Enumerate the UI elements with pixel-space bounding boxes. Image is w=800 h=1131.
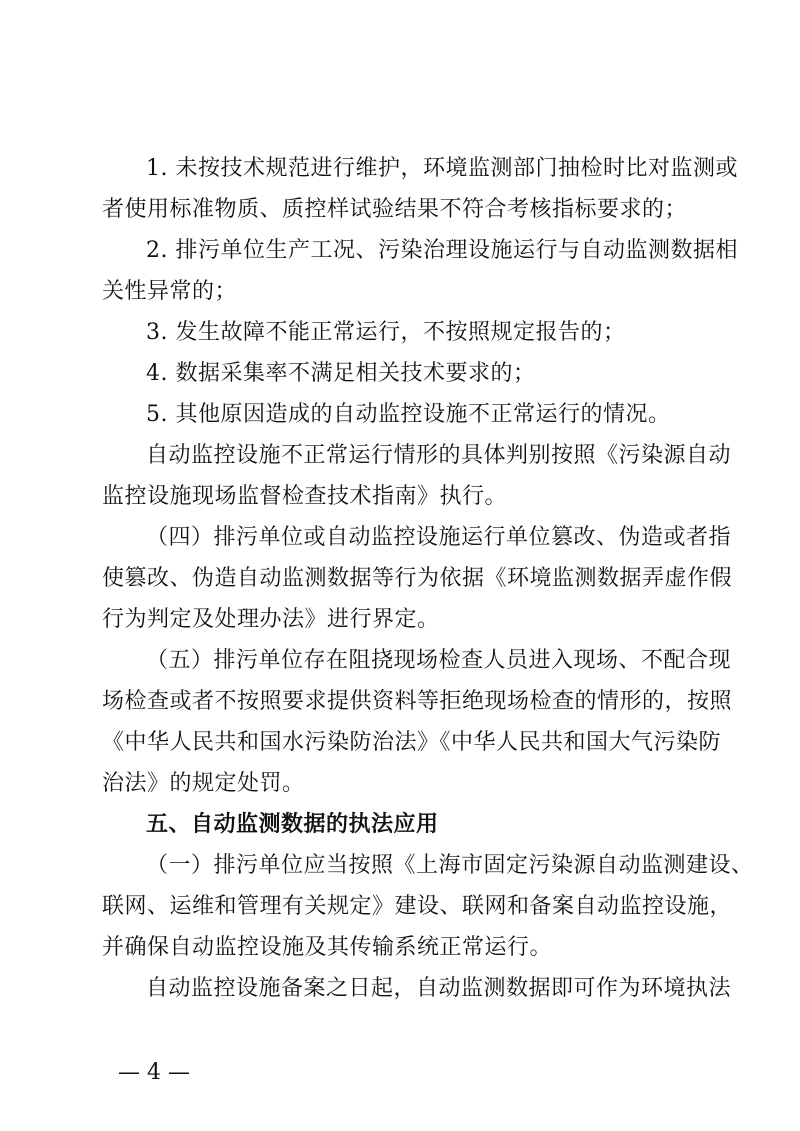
- section-heading: 五、自动监测数据的执法应用: [146, 812, 439, 837]
- paragraph-line: 2. 排污单位生产工况、污染治理设施运行与自动监测数据相: [146, 238, 738, 263]
- paragraph-line: 场检查或者不按照要求提供资料等拒绝现场检查的情形的，按照: [102, 689, 733, 714]
- page-number: — 4 —: [118, 1060, 190, 1085]
- paragraph-line: 《中华人民共和国水污染防治法》《中华人民共和国大气污染防: [102, 730, 722, 755]
- paragraph-line: 1. 未按技术规范进行维护，环境监测部门抽检时比对监测或: [146, 156, 738, 181]
- paragraph-line: 5. 其他原因造成的自动监控设施不正常运行的情况。: [146, 402, 671, 427]
- paragraph-line: （四）排污单位或自动监控设施运行单位篡改、伪造或者指: [146, 525, 732, 550]
- paragraph-line: 自动监控设施备案之日起，自动监测数据即可作为环境执法: [146, 976, 732, 1001]
- paragraph-line: 自动监控设施不正常运行情形的具体判别按照《污染源自动: [146, 443, 732, 468]
- paragraph-line: 治法》的规定处罚。: [102, 771, 305, 796]
- paragraph-line: （五）排污单位存在阻挠现场检查人员进入现场、不配合现: [146, 648, 732, 673]
- paragraph-line: 联网、运维和管理有关规定》建设、联网和备案自动监控设施，: [102, 894, 733, 919]
- paragraph-line: （一）排污单位应当按照《上海市固定污染源自动监测建设、: [146, 853, 754, 878]
- paragraph-line: 使篡改、伪造自动监测数据等行为依据《环境监测数据弄虚作假: [102, 566, 733, 591]
- paragraph-line: 4. 数据采集率不满足相关技术要求的；: [146, 361, 536, 386]
- paragraph-line: 监控设施现场监督检查技术指南》执行。: [102, 484, 508, 509]
- paragraph-line: 行为判定及处理办法》进行界定。: [102, 607, 440, 632]
- paragraph-line: 关性异常的；: [102, 279, 238, 304]
- paragraph-line: 者使用标准物质、质控样试验结果不符合考核指标要求的；: [102, 197, 688, 222]
- paragraph-line: 并确保自动监控设施及其传输系统正常运行。: [102, 935, 553, 960]
- paragraph-line: 3. 发生故障不能正常运行，不按照规定报告的；: [146, 320, 626, 345]
